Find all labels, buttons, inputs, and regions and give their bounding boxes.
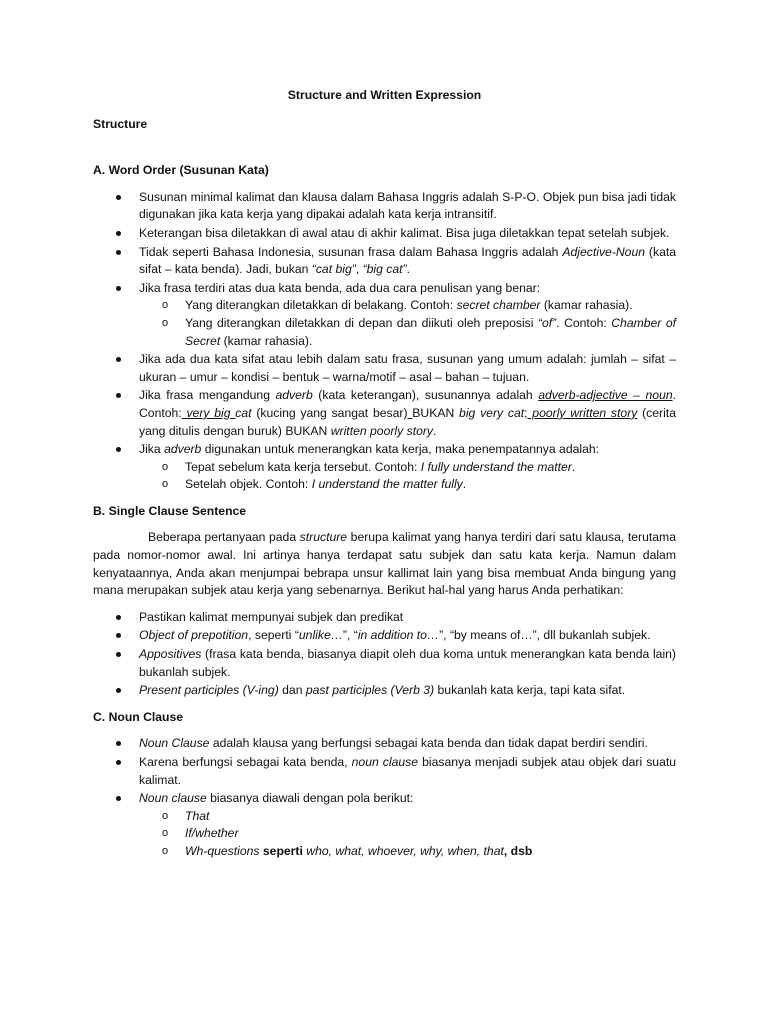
list-item: Present participles (V-ing) dan past participles (Verb 3) bukanlah kata kerja, tapi kata sifat. — [93, 682, 676, 700]
sub-list-item: o Setelah objek. Contoh: I understand the matter fully. — [139, 476, 676, 494]
sub-list — [139, 459, 676, 494]
page-title: Structure and Written Expression — [287, 88, 482, 102]
structure-heading: Structure — [93, 116, 148, 131]
list-item: Jika frasa mengandung adverb (kata keterangan), susunannya adalah adverb-adjective – noun. Contoh: very big cat (kucing yang sangat besar) BUKAN big very cat; poorly written story (cerita yang ditulis dengan buruk) BUKAN written poorly story. — [93, 387, 676, 440]
sub-list-item: o That — [139, 808, 676, 826]
section-c-heading: C. Noun Clause — [93, 709, 184, 724]
list-item: Noun clause biasanya diawali dengan pola berikut: o That o If/whether o Wh-questions seperti who, what, whoever, why, when, that, dsb — [93, 790, 676, 860]
sub-list — [139, 808, 676, 861]
list-item: Jika ada dua kata sifat atau lebih dalam satu frasa, susunan yang umum adalah: jumlah – sifat – ukuran – umur – kondisi – bentuk – warna/motif – asal – bahan – tujuan. — [93, 351, 676, 386]
document-body — [93, 87, 676, 870]
list-item: Susunan minimal kalimat dan klausa dalam Bahasa Inggris adalah S-P-O. Objek pun bisa jadi tidak digunakan jika kata kerja yang dipakai adalah kata kerja intransitif. — [93, 189, 676, 224]
sub-list-item: o Yang diterangkan diletakkan di belakang. Contoh: secret chamber (kamar rahasia). — [139, 297, 676, 315]
sub-list — [139, 297, 676, 350]
section-a-list — [93, 189, 676, 494]
list-item: Appositives (frasa kata benda, biasanya diapit oleh dua koma untuk menerangkan kata benda lain) bukanlah subjek. — [93, 646, 676, 681]
list-item: Keterangan bisa diletakkan di awal atau di akhir kalimat. Bisa juga diletakkan tepat setelah subjek. — [93, 225, 676, 243]
sub-list-item: o Tepat sebelum kata kerja tersebut. Contoh: I fully understand the matter. — [139, 459, 676, 477]
section-b-heading: B. Single Clause Sentence — [93, 503, 247, 518]
list-item: Object of prepotition, seperti “unlike…”, “in addition to…”, “by means of…”, dll bukanlah subjek. — [93, 627, 676, 645]
list-item: Noun Clause adalah klausa yang berfungsi sebagai kata benda dan tidak dapat berdiri sendiri. — [93, 735, 676, 753]
sub-list-item: o If/whether — [139, 825, 676, 843]
section-b-paragraph: Beberapa pertanyaan pada structure berupa kalimat yang hanya terdiri dari satu klausa, terutama pada nomor-nomor awal. Ini artinya hanya terdapat satu subjek dan satu kata kerja. Namun dalam kenyataannya, Anda akan menjumpai bebrapa unsur kallimat lain yang bisa membuat Anda bingung yang mana merupakan subjek atau kerja yang sebenarnya. Berikut hal-hal yang harus Anda perhatikan: — [93, 530, 676, 598]
sub-list-item: o Wh-questions seperti who, what, whoever, why, when, that, dsb — [139, 843, 676, 861]
section-c-list — [93, 735, 676, 860]
list-item: Jika frasa terdiri atas dua kata benda, ada dua cara penulisan yang benar: o Yang diterangkan diletakkan di belakang. Contoh: secret chamber (kamar rahasia). o Yang diterangkan diletakkan di depan dan diikuti oleh preposisi “of”. Contoh: Chamber of Secret (kamar rahasia). — [93, 280, 676, 350]
list-item: Tidak seperti Bahasa Indonesia, susunan frasa dalam Bahasa Inggris adalah Adjective-Noun (kata sifat – kata benda). Jadi, bukan “cat big”, “big cat”. — [93, 244, 676, 279]
sub-list-item: o Yang diterangkan diletakkan di depan dan diikuti oleh preposisi “of”. Contoh: Chamber of Secret (kamar rahasia). — [139, 315, 676, 350]
list-item: Pastikan kalimat mempunyai subjek dan predikat — [93, 609, 676, 627]
list-item: Karena berfungsi sebagai kata benda, noun clause biasanya menjadi subjek atau objek dari suatu kalimat. — [93, 754, 676, 789]
list-item: Jika adverb digunakan untuk menerangkan kata kerja, maka penempatannya adalah: o Tepat sebelum kata kerja tersebut. Contoh: I fully understand the matter. o Setelah objek. Contoh: I understand the matter fully. — [93, 441, 676, 494]
section-b-list — [93, 609, 676, 700]
section-a-heading: A. Word Order (Susunan Kata) — [93, 163, 269, 178]
